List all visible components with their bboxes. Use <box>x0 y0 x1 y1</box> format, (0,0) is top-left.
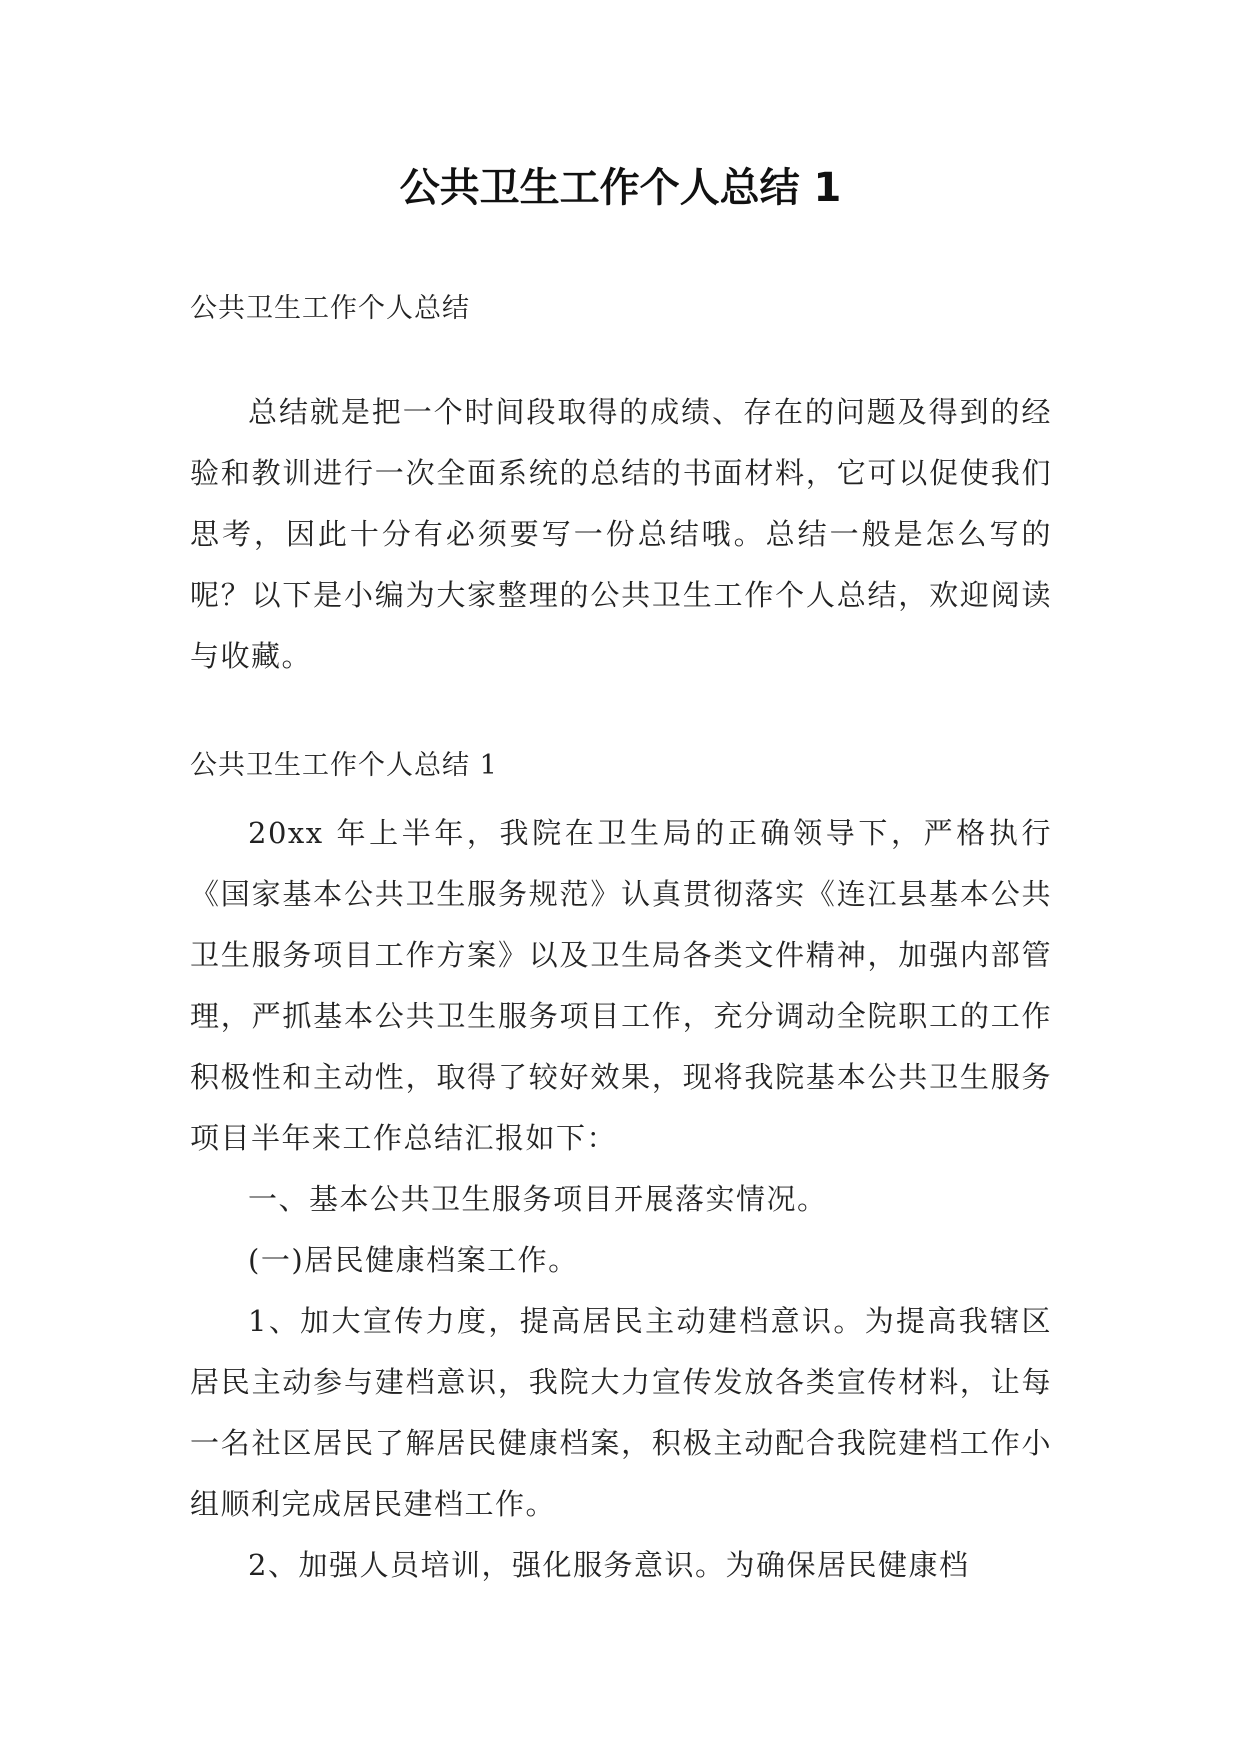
body-paragraph: 一、基本公共卫生服务项目开展落实情况。 <box>248 1182 828 1216</box>
intro-paragraph: 总结就是把一个时间段取得的成绩、存在的问题及得到的经验和教训进行一次全面系统的总结的书面材料，它可以促使我们思考，因此十分有必须要写一份总结哦。总结一般是怎么写的呢？以下是小编为大家整理的公共卫生工作个人总结，欢迎阅读与收藏。 <box>190 395 1052 673</box>
spacer <box>190 785 1052 803</box>
spacer <box>190 687 1052 747</box>
section-title: 公共卫生工作个人总结 1 <box>190 750 498 781</box>
body-paragraph: 2、加强人员培训，强化服务意识。为确保居民健康档 <box>248 1548 970 1582</box>
body-paragraph: 20xx 年上半年，我院在卫生局的正确领导下，严格执行《国家基本公共卫生服务规范》认真贯彻落实《连江县基本公共卫生服务项目工作方案》以及卫生局各类文件精神，加强内部管理，严抓基本公共卫生服务项目工作，充分调动全院职工的工作积极性和主动性，取得了较好效果，现将我院基本公共卫生服务项目半年来工作总结汇报如下： <box>190 816 1052 1155</box>
document-heading: 公共卫生工作个人总结 <box>190 293 470 324</box>
document-title: 公共卫生工作个人总结 1 <box>399 165 842 211</box>
document-body <box>190 290 1052 1596</box>
body-paragraph: (一)居民健康档案工作。 <box>248 1243 579 1277</box>
spacer <box>190 328 1052 382</box>
body-paragraph: 1、加大宣传力度，提高居民主动建档意识。为提高我辖区居民主动参与建档意识，我院大力宣传发放各类宣传材料，让每一名社区居民了解居民健康档案，积极主动配合我院建档工作小组顺利完成居民建档工作。 <box>190 1304 1052 1521</box>
